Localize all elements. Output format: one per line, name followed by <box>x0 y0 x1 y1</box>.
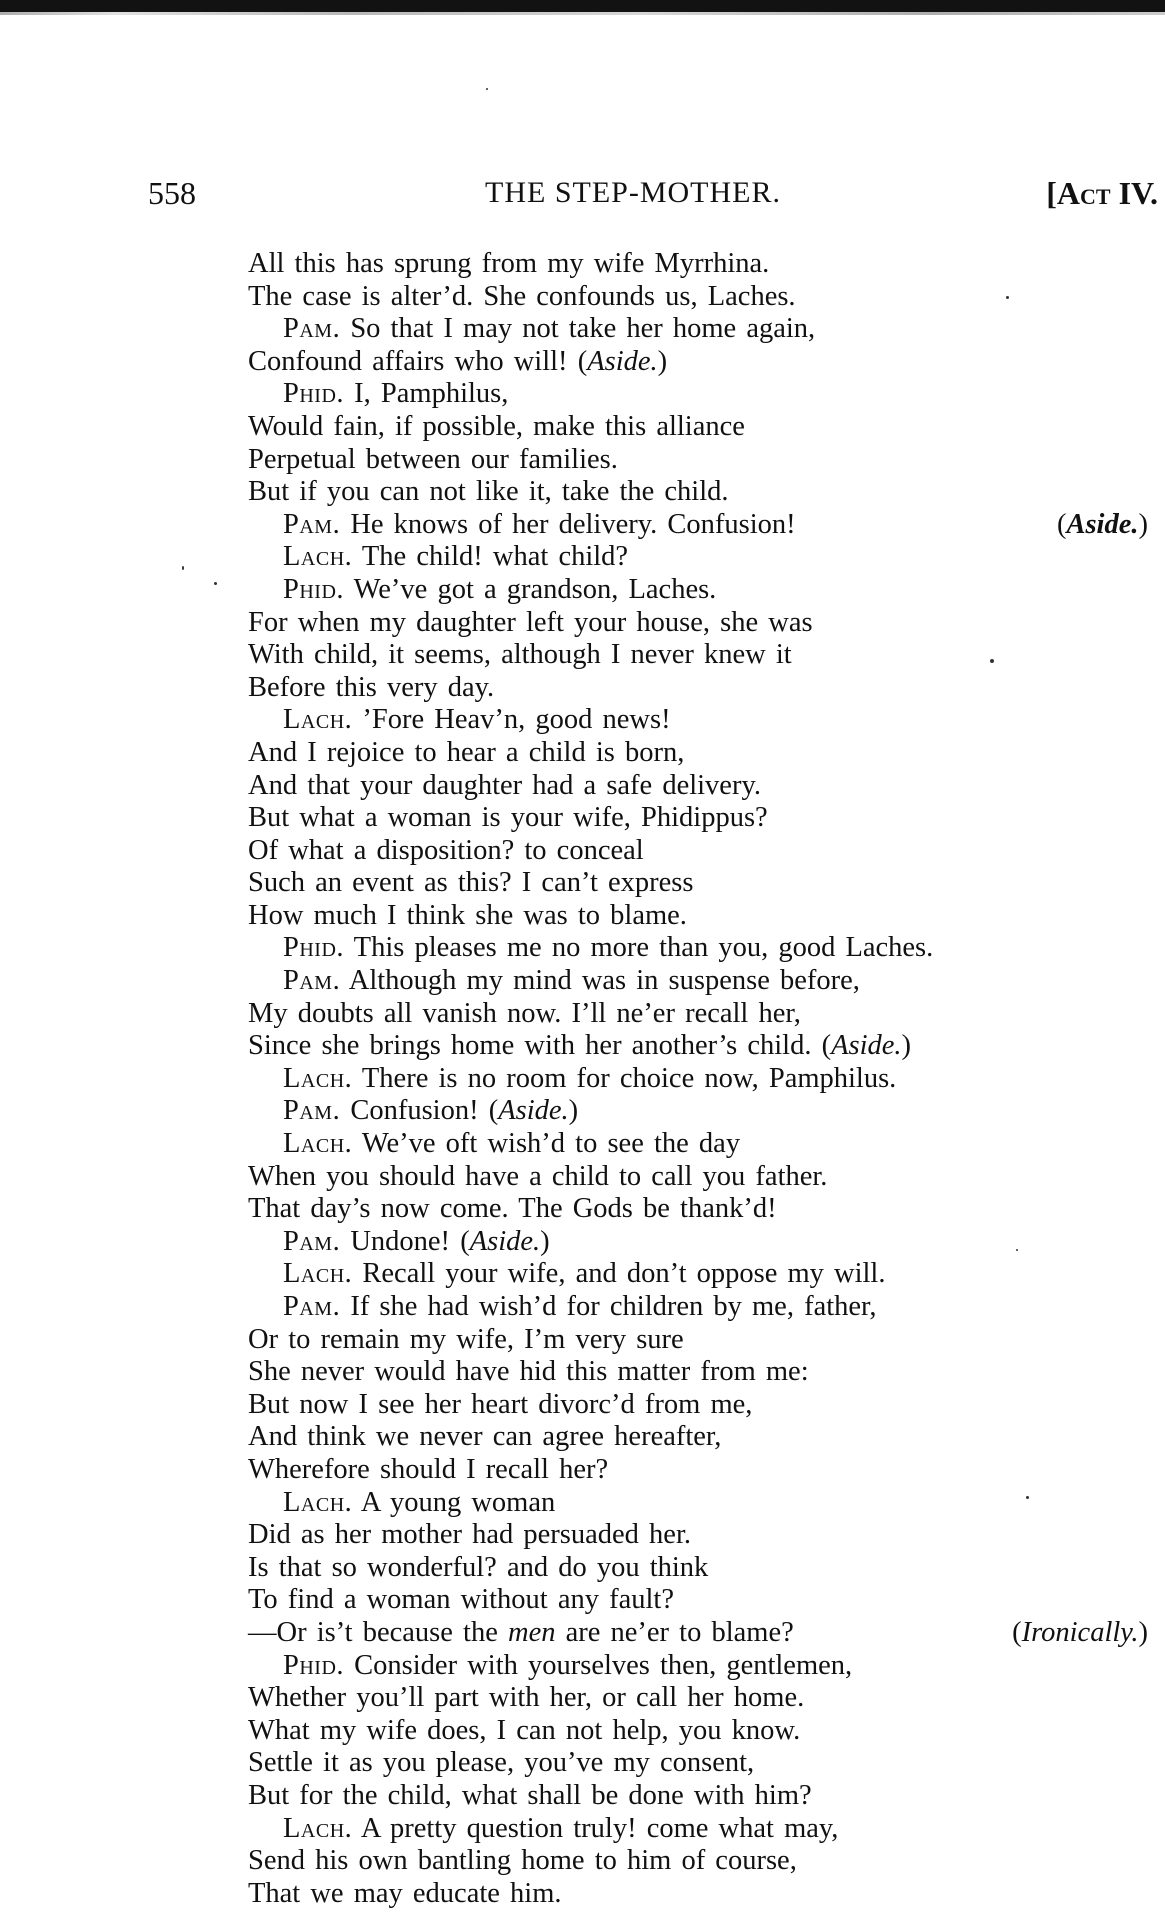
line-text: When you should have a child to call you father. <box>248 1160 828 1192</box>
speaker-name: Phid. <box>283 932 345 964</box>
line-text: are ne’er to blame? <box>555 1616 794 1648</box>
speaker-name: Phid. <box>283 378 345 410</box>
speech-line <box>248 1258 1148 1291</box>
speaker-name: Pam. <box>283 1225 341 1257</box>
speaker-name: Lach. <box>283 1062 353 1094</box>
line-text: Recall your wife, and don’t oppose my will. <box>362 1258 886 1290</box>
line-text: And I rejoice to hear a child is born, <box>248 736 685 768</box>
line-text: With child, it seems, although I never knew it <box>248 639 792 671</box>
line-text: To find a woman without any fault? <box>248 1584 674 1616</box>
line-text: Wherefore should I recall her? <box>248 1453 609 1485</box>
line-text: How much I think she was to blame. <box>248 899 687 931</box>
speech-line <box>248 1128 1148 1161</box>
running-header <box>148 170 1158 216</box>
verse-line <box>248 607 1148 640</box>
speaker-name: Lach. <box>283 541 353 573</box>
speech-line <box>248 574 1148 607</box>
stage-direction: (Ironically.) <box>1012 1616 1148 1648</box>
line-text: And that your daughter had a safe delivery. <box>248 769 761 801</box>
speech-line <box>248 378 1148 411</box>
speaker-name: Pam. <box>283 508 341 540</box>
stage-direction: (Aside.) <box>577 345 668 377</box>
verse-line <box>248 1747 1148 1780</box>
verse-line <box>248 737 1148 770</box>
stage-direction: (Aside.) <box>821 1030 912 1062</box>
act-bracket: [ <box>1046 175 1057 211</box>
line-text: All this has sprung from my wife Myrrhina. <box>248 248 770 279</box>
line-text: That we may educate him. <box>248 1877 562 1909</box>
speaker-name: Pam. <box>283 313 341 345</box>
verse-line <box>248 1030 1148 1063</box>
speech-line <box>248 1487 1148 1520</box>
line-text: She never would have hid this matter from me: <box>248 1356 809 1388</box>
speaker-name: Phid. <box>283 1649 345 1681</box>
verse-line <box>248 1161 1148 1194</box>
line-text: Undone! <box>350 1225 451 1257</box>
line-text: This pleases me no more than you, good Laches. <box>353 932 934 964</box>
line-text: Perpetual between our families. <box>248 443 618 475</box>
verse-line <box>248 639 1148 672</box>
line-text: Settle it as you please, you’ve my consent, <box>248 1747 755 1779</box>
line-text: My doubts all vanish now. I’ll ne’er recall her, <box>248 997 801 1029</box>
page-number: 558 <box>148 175 196 211</box>
speech-line <box>248 1095 1148 1128</box>
print-speck <box>486 88 488 90</box>
line-text: Confound affairs who will! <box>248 345 568 377</box>
line-text: Such an event as this? I can’t express <box>248 867 694 899</box>
verse-line <box>248 248 1148 281</box>
verse-line <box>248 1519 1148 1552</box>
line-text: There is no room for choice now, Pamphilus. <box>361 1062 897 1094</box>
verse-line <box>248 900 1148 933</box>
stage-direction-text: Ironically. <box>1021 1616 1139 1648</box>
speaker-name: Pam. <box>283 1095 341 1127</box>
line-text: Of what a disposition? to conceal <box>248 834 644 866</box>
line-text: Confusion! <box>350 1095 479 1127</box>
speech-line <box>248 1063 1148 1096</box>
speaker-name: Lach. <box>283 1128 353 1160</box>
verse-line <box>248 672 1148 705</box>
verse-line <box>248 346 1148 379</box>
speech-line <box>248 1291 1148 1324</box>
stage-direction-text: Aside. <box>831 1030 902 1062</box>
verse-line <box>248 281 1148 314</box>
line-text: Is that so wonderful? and do you think <box>248 1551 709 1583</box>
speech-line <box>248 704 1148 737</box>
verse-line <box>248 1878 1148 1911</box>
stage-direction-text: Aside. <box>587 345 658 377</box>
speaker-name: Lach. <box>283 1258 353 1290</box>
stage-direction: (Aside.) <box>488 1095 579 1127</box>
verse-line <box>248 1356 1148 1389</box>
line-text: For when my daughter left your house, she was <box>248 606 813 638</box>
verse-line <box>248 1421 1148 1454</box>
running-title: THE STEP-MOTHER. <box>485 176 781 209</box>
verse-line <box>248 1845 1148 1878</box>
line-text: What my wife does, I can not help, you know. <box>248 1714 801 1746</box>
stage-direction-text: Aside. <box>498 1095 569 1127</box>
verse-line <box>248 1584 1148 1617</box>
line-text: A young woman <box>360 1486 556 1518</box>
speech-line <box>248 1813 1148 1846</box>
verse-line <box>248 1193 1148 1226</box>
line-text: The case is alter’d. She confounds us, Laches. <box>248 280 796 312</box>
line-text: He knows of her delivery. Confusion! <box>350 508 796 540</box>
line-text: So that I may not take her home again, <box>350 313 816 345</box>
line-text: I, Pamphilus, <box>354 378 509 410</box>
act-label <box>1046 170 1158 216</box>
speaker-name: Lach. <box>283 1812 353 1844</box>
speaker-name: Lach. <box>283 704 353 736</box>
verse-line <box>248 770 1148 803</box>
line-text: Or to remain my wife, I’m very sure <box>248 1323 684 1355</box>
line-text: But if you can not like it, take the child. <box>248 476 729 508</box>
line-text: Consider with yourselves then, gentlemen, <box>354 1649 853 1681</box>
print-speck <box>182 566 184 570</box>
verse-line <box>248 1617 1148 1650</box>
line-text: And think we never can agree hereafter, <box>248 1421 722 1453</box>
verse-line <box>248 476 1148 509</box>
verse-line <box>248 867 1148 900</box>
line-text: That day’s now come. The Gods be thank’d! <box>248 1193 777 1225</box>
speaker-name: Lach. <box>283 1486 353 1518</box>
speech-line <box>248 1650 1148 1683</box>
stage-direction: (Aside.) <box>1056 508 1148 540</box>
speech-line <box>248 541 1148 574</box>
line-text: But what a woman is your wife, Phidippus? <box>248 802 768 834</box>
verse-line <box>248 835 1148 868</box>
speaker-name: Pam. <box>283 1291 341 1322</box>
dialogue-text <box>248 248 1148 1910</box>
act-number: IV. <box>1118 175 1158 211</box>
line-text: But for the child, what shall be done with him? <box>248 1779 812 1811</box>
speech-line <box>248 313 1148 346</box>
verse-line <box>248 1389 1148 1422</box>
stage-direction: (Aside.) <box>460 1225 550 1257</box>
speech-line <box>248 965 1148 998</box>
line-text: Would fain, if possible, make this alliance <box>248 410 745 442</box>
top-page-edge <box>0 0 1165 12</box>
line-text: A pretty question truly! come what may, <box>360 1812 839 1844</box>
verse-line <box>248 1780 1148 1813</box>
line-text: Although my mind was in suspense before, <box>348 965 860 997</box>
verse-line <box>248 998 1148 1031</box>
speaker-name: Pam. <box>283 965 341 997</box>
line-text: Did as her mother had persuaded her. <box>248 1519 691 1551</box>
verse-line <box>248 1454 1148 1487</box>
stage-direction-text: Aside. <box>1066 508 1139 540</box>
line-text: Whether you’ll part with her, or call her home. <box>248 1682 805 1714</box>
verse-line <box>248 1324 1148 1357</box>
line-text: But now I see her heart divorc’d from me, <box>248 1388 753 1420</box>
speech-line <box>248 1226 1148 1259</box>
line-text: Before this very day. <box>248 671 495 703</box>
line-text: If she had wish’d for children by me, father, <box>350 1291 877 1322</box>
line-text-before: —Or is’t because the <box>248 1616 508 1648</box>
line-text: ’Fore Heav’n, good news! <box>362 704 671 736</box>
top-page-edge-shadow <box>0 12 1165 15</box>
verse-line <box>248 444 1148 477</box>
line-text: The child! what child? <box>361 541 629 573</box>
line-text: We’ve oft wish’d to see the day <box>361 1128 741 1160</box>
speech-line <box>248 509 1148 542</box>
line-text: Since she brings home with her another’s child. <box>248 1030 812 1062</box>
act-word: Act <box>1056 175 1111 211</box>
speech-line <box>248 932 1148 965</box>
verse-line <box>248 1715 1148 1748</box>
emphasized-word: men <box>507 1616 556 1648</box>
line-text: Send his own bantling home to him of course, <box>248 1845 797 1877</box>
verse-line <box>248 411 1148 444</box>
verse-line <box>248 802 1148 835</box>
speaker-name: Phid. <box>283 573 345 605</box>
stage-direction-text: Aside. <box>469 1225 541 1257</box>
print-speck <box>214 582 217 585</box>
line-text: We’ve got a grandson, Laches. <box>353 573 717 605</box>
verse-line <box>248 1552 1148 1585</box>
verse-line <box>248 1682 1148 1715</box>
